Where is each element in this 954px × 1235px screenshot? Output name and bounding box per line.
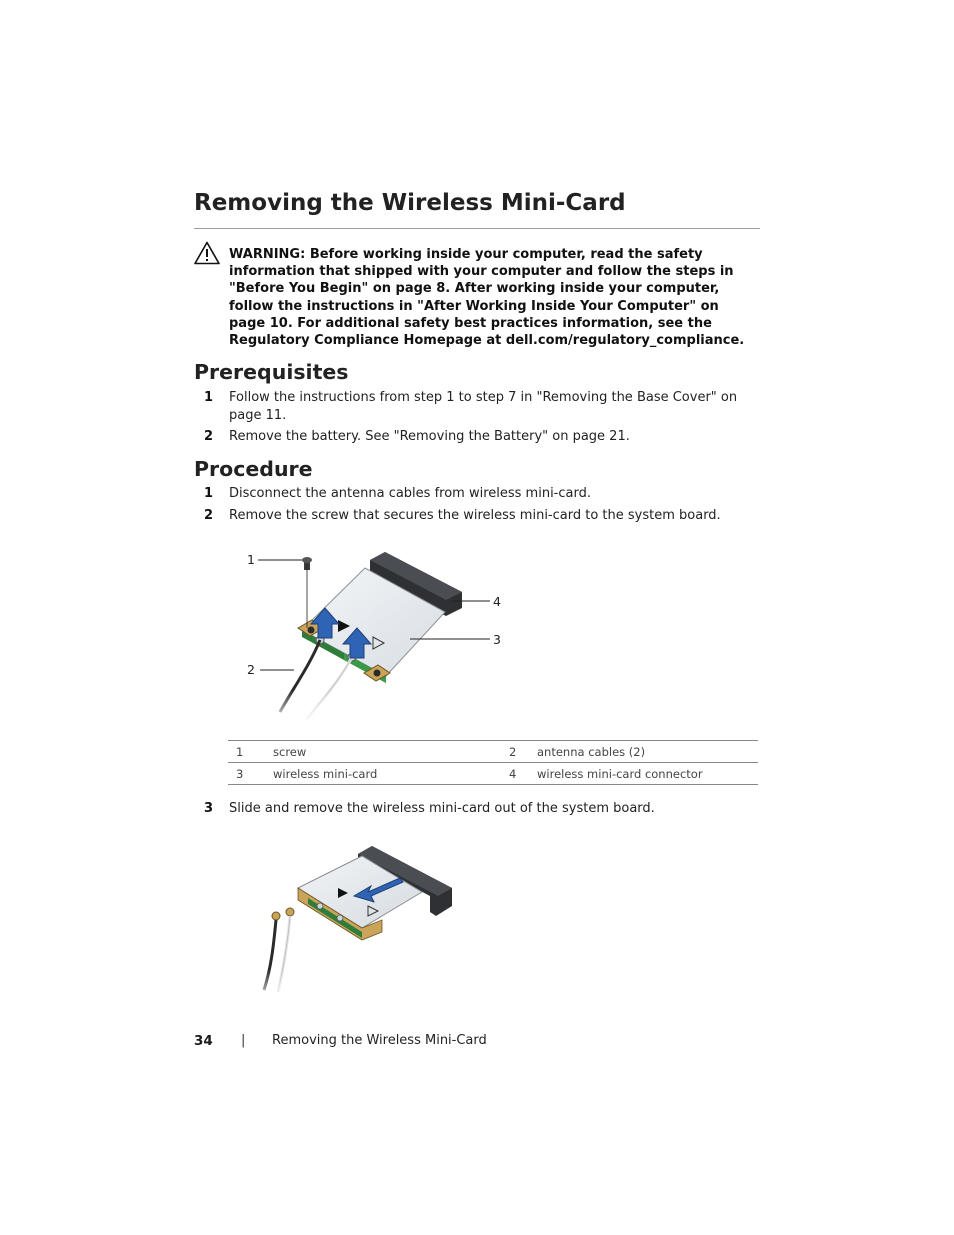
legend-number: 4 (501, 763, 537, 785)
procedure-heading: Procedure (194, 457, 313, 481)
procedure-step-text: Disconnect the antenna cables from wireless mini-card. (229, 486, 591, 501)
prereq-step-number: 1 (204, 390, 214, 405)
footer-section-title: Removing the Wireless Mini-Card (272, 1033, 487, 1048)
legend-label: screw (273, 741, 501, 763)
legend-number: 2 (501, 741, 537, 763)
prerequisites-heading: Prerequisites (194, 360, 349, 384)
warning-text: WARNING: Before working inside your computer, read the safety information that shipped with your computer and follow the steps in "Before You Begin" on page 8. After working inside your computer, follow the instructions in "After Working Inside Your Computer" on page 10. For additional safety best practices information, see the Regulatory Compliance Homepage at dell.com/regulatory_compliance. (229, 247, 745, 349)
procedure-step-text: Slide and remove the wireless mini-card out of the system board. (229, 801, 655, 816)
mini-card-removal-figure (240, 540, 520, 725)
legend-number: 1 (228, 741, 273, 763)
legend-label: wireless mini-card (273, 763, 501, 785)
title-divider (194, 228, 760, 229)
callout-number: 3 (493, 632, 501, 647)
mini-card-slide-out-figure (250, 840, 465, 1005)
legend-row (228, 741, 758, 763)
callout-number: 1 (247, 552, 255, 567)
prereq-step-text: Follow the instructions from step 1 to step 7 in "Removing the Base Cover" on page 11. (229, 390, 738, 423)
page-title: Removing the Wireless Mini-Card (194, 190, 626, 216)
legend-row (228, 763, 758, 785)
page-number: 34 (194, 1033, 213, 1049)
callout-number: 2 (247, 662, 255, 677)
procedure-step-number: 2 (204, 508, 214, 523)
prereq-step-number: 2 (204, 429, 214, 444)
warning-icon (194, 241, 220, 265)
legend-label: antenna cables (2) (537, 741, 758, 763)
legend-label: wireless mini-card connector (537, 763, 758, 785)
procedure-step-number: 3 (204, 801, 214, 816)
footer-separator: | (241, 1033, 246, 1048)
procedure-step-text: Remove the screw that secures the wireless mini-card to the system board. (229, 508, 721, 523)
procedure-step-number: 1 (204, 486, 214, 501)
callout-number: 4 (493, 594, 501, 609)
legend-number: 3 (228, 763, 273, 785)
prereq-step-text: Remove the battery. See "Removing the Battery" on page 21. (229, 429, 630, 444)
figure-legend-table (228, 740, 758, 785)
